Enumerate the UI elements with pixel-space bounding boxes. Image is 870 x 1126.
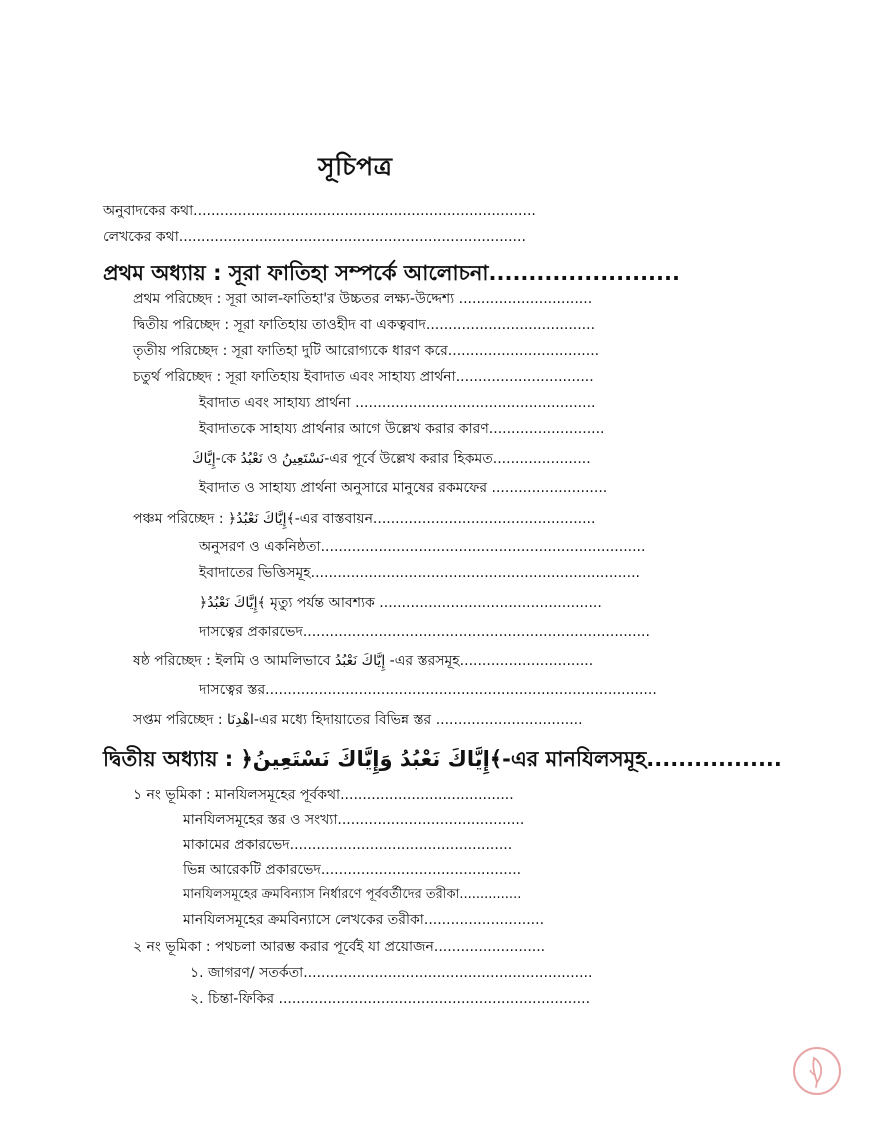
toc-entry[interactable]: ২. চিন্তা-ফিকির ...................................................................... [190,991,591,1007]
toc-chapter-heading[interactable]: দ্বিতীয় অধ্যায় : ﴿إِيَّاكَ نَعْبُدُ وَإِيَّاكَ نَسْتَعِينُ﴾-এর মানযিলসমূহ................. [103,747,782,771]
feather-quill-logo-icon [792,1046,842,1096]
toc-entry[interactable]: সপ্তম পরিচ্ছেদ : اهْدِنَا-এর মধ্যে হিদায়াতের বিভিন্ন স্তর ................................. [133,712,583,728]
toc-entry[interactable]: ইবাদাতকে সাহায্য প্রার্থনার আগে উল্লেখ করার কারণ.......................... [199,421,605,437]
toc-entry[interactable]: ইবাদাত ও সাহায্য প্রার্থনা অনুসারে মানুষের রকমফের .......................... [199,480,608,496]
toc-entry[interactable]: ﴿إِيَّاكَ نَعْبُدُ﴾ মৃত্যু পর্যন্ত আবশ্যক .................................................. [199,595,602,611]
toc-entry[interactable]: মানযিলসমূহের স্তর ও সংখ্যা.......................................... [183,812,525,828]
toc-entry[interactable]: লেখকের কথা.............................................................................. [103,229,526,245]
toc-entry[interactable]: দ্বিতীয় পরিচ্ছেদ : সূরা ফাতিহায় তাওহীদ বা একত্ববাদ...................................... [133,317,596,333]
toc-entry[interactable]: ইবাদাতের ভিত্তিসমূহ.......................................................................... [199,565,640,581]
toc-entry[interactable]: অনুসরণ ও একনিষ্ঠতা......................................................................... [199,539,646,555]
toc-entry[interactable]: দাসত্বের স্তর........................................................................................ [199,682,657,698]
toc-chapter-heading[interactable]: প্রথম অধ্যায় : সূরা ফাতিহা সম্পর্কে আলোচনা........................ [103,261,680,285]
page-title: সূচিপত্র [318,152,393,181]
toc-entry[interactable]: চতুর্থ পরিচ্ছেদ : সূরা ফাতিহায় ইবাদাত এবং সাহায্য প্রার্থনা............................... [133,369,594,385]
toc-entry[interactable]: ২ নং ভূমিকা : পথচলা আরম্ভ করার পূর্বেই যা প্রয়োজন......................... [133,939,546,955]
toc-entry[interactable]: ষষ্ঠ পরিচ্ছেদ : ইলমি ও আমলিভাবে إِيَّاكَ نَعْبُدُ -এর স্তরসমূহ.............................. [133,653,594,669]
toc-entry[interactable]: মাকামের প্রকারভেদ.................................................. [183,837,513,853]
toc-entry[interactable]: পঞ্চম পরিচ্ছেদ : ﴿إِيَّاكَ نَعْبُدُ﴾-এর বাস্তবায়ন.................................................. [133,511,596,527]
toc-entry[interactable]: মানযিলসমূহের ক্রমবিন্যাসে লেখকের তরীকা........................... [183,912,545,928]
toc-entry[interactable]: তৃতীয় পরিচ্ছেদ : সূরা ফাতিহা দুটি আরোগ্যকে ধারণ করে.................................. [133,343,600,359]
toc-entry[interactable]: দাসত্বের প্রকারভেদ.............................................................................. [199,624,650,640]
toc-entry[interactable]: ১. জাগরণ/ সতর্কতা................................................................. [190,965,593,981]
toc-entry[interactable]: ১ নং ভূমিকা : মানযিলসমূহের পূর্বকথা....................................... [133,787,514,803]
toc-entry[interactable]: ভিন্ন আরেকটি প্রকারভেদ............................................. [183,862,522,878]
toc-entry[interactable]: إِيَّاكَ-কে نَعْبُدُ ও نَسْتَعِينُ-এর পূর্বে উল্লেখ করার হিকমত...................... [192,451,591,467]
toc-entry[interactable]: মানযিলসমূহের ক্রমবিন্যাস নির্ধারণে পূর্ববর্তীদের তরীকা............... [183,887,522,902]
toc-entry[interactable]: প্রথম পরিচ্ছেদ : সূরা আল-ফাতিহা'র উচ্চতর লক্ষ্য-উদ্দেশ্য .............................. [133,291,593,307]
toc-entry[interactable]: অনুবাদকের কথা............................................................................. [103,203,536,219]
toc-entry[interactable]: ইবাদাত এবং সাহায্য প্রার্থনা ...................................................... [199,395,596,411]
